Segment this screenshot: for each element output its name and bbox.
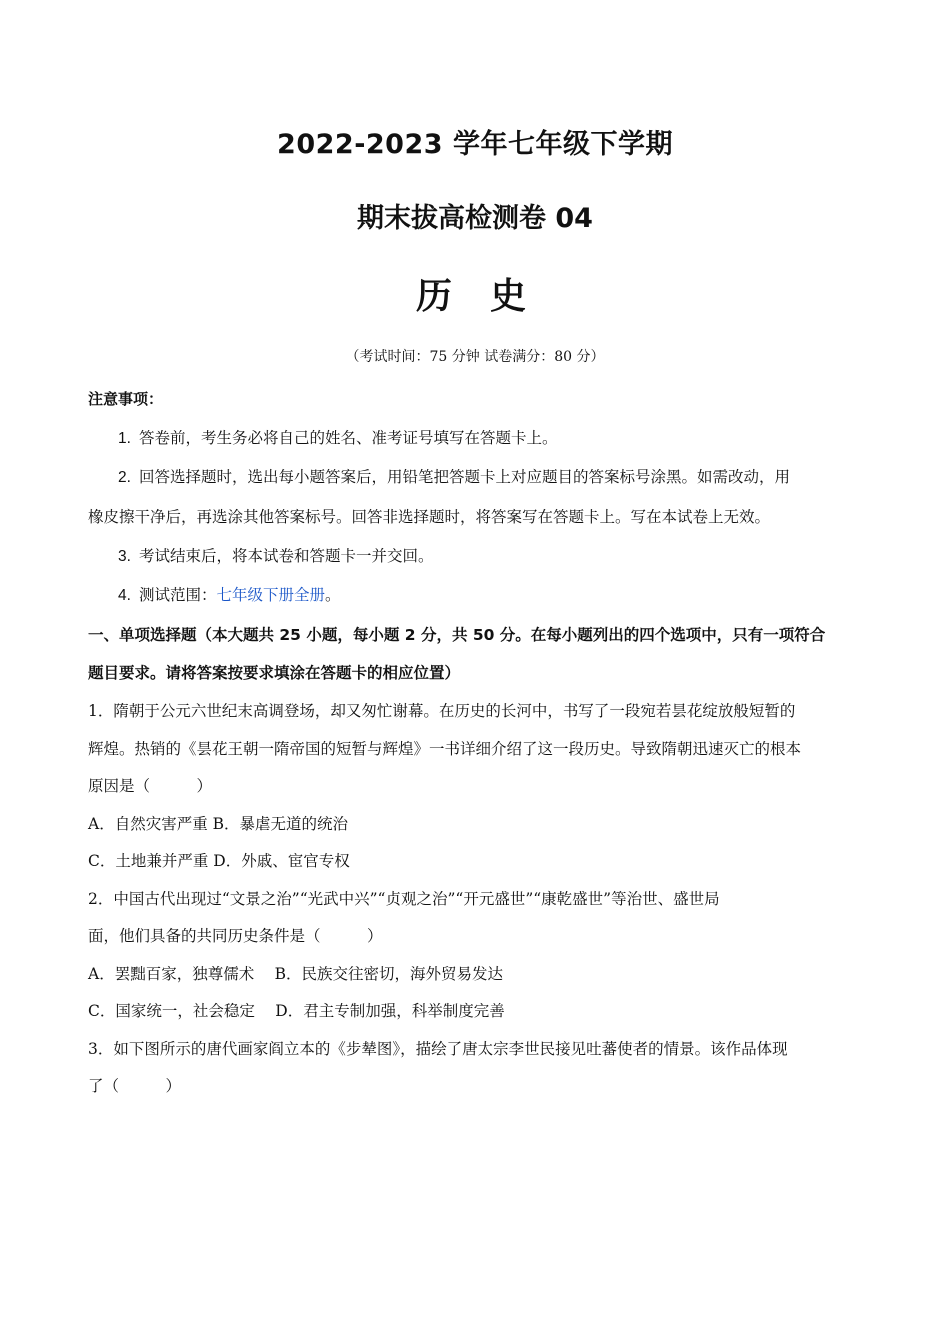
question-3-line-2: 了（ ） <box>88 1077 182 1095</box>
question-1-options-2: C．土地兼并严重 D．外戚、宦官专权 <box>88 852 350 870</box>
exam-info: （考试时间：75 分钟 试卷满分：80 分） <box>345 349 605 365</box>
notice-item-3 <box>118 544 898 566</box>
notice-text: 考试结束后，将本试卷和答题卡一并交回。 <box>138 547 434 565</box>
notice-item-2 <box>118 465 898 487</box>
question-2-line-2: 面，他们具备的共同历史条件是（ ） <box>88 927 383 945</box>
notice-item-1 <box>118 426 898 448</box>
notice-item-4 <box>118 583 898 605</box>
subject-char-2: 史 <box>490 276 535 317</box>
notice-text: 回答选择题时，选出每小题答案后，用铅笔把答题卡上对应题目的答案标号涂黑。如需改动，用 <box>138 468 790 486</box>
notice-num: 2. <box>118 469 131 486</box>
section1-heading-cont: 题目要求。请将答案按要求填涂在答题卡的相应位置） <box>88 664 461 682</box>
notice-text: 答卷前，考生务必将自己的姓名、准考证号填写在答题卡上。 <box>138 429 558 447</box>
exam-title-name: 期末拔高检测卷 04 <box>357 203 593 234</box>
question-2-line-1: 2．中国古代出现过“文景之治”“光武中兴”“贞观之治”“开元盛世”“康乾盛世”等治世、盛世局 <box>88 890 720 908</box>
question-1-line-1: 1．隋朝于公元六世纪末高调登场，却又匆忙谢幕。在历史的长河中，书写了一段宛若昙花绽放般短暂的 <box>88 702 796 720</box>
test-scope-link[interactable]: 七年级下册全册 <box>216 586 325 604</box>
notice-text: 测试范围： <box>138 586 217 604</box>
question-2-options-2: C．国家统一，社会稳定 D．君主专制加强，科举制度完善 <box>88 1002 505 1020</box>
exam-title-year: 2022-2023 学年七年级下学期 <box>277 129 673 160</box>
question-3-line-1: 3．如下图所示的唐代画家阎立本的《步辇图》，描绘了唐太宗李世民接见吐蕃使者的情景。该作品体现 <box>88 1040 788 1058</box>
notice-item-2-cont: 橡皮擦干净后，再选涂其他答案标号。回答非选择题时，将答案写在答题卡上。写在本试卷上无效。 <box>88 508 771 526</box>
notice-num: 1. <box>118 430 131 447</box>
question-1-line-3: 原因是（ ） <box>88 777 213 795</box>
subject-title <box>0 268 950 319</box>
notice-num: 3. <box>118 548 131 565</box>
question-1-options-1: A．自然灾害严重 B．暴虐无道的统治 <box>88 815 349 833</box>
question-2-options-1: A．罢黜百家，独尊儒术 B．民族交往密切，海外贸易发达 <box>88 965 504 983</box>
notice-title: 注意事项： <box>88 390 164 408</box>
subject-char-1: 历 <box>415 276 460 317</box>
question-1-line-2: 辉煌。热销的《昙花王朝一隋帝国的短暂与辉煌》一书详细介绍了这一段历史。导致隋朝迅速灭亡的根本 <box>88 740 802 758</box>
notice-tail: 。 <box>324 586 341 604</box>
notice-num: 4. <box>118 587 131 604</box>
section1-heading: 一、单项选择题（本大题共 25 小题，每小题 2 分，共 50 分。在每小题列出的四个选项中，只有一项符合 <box>88 626 826 644</box>
